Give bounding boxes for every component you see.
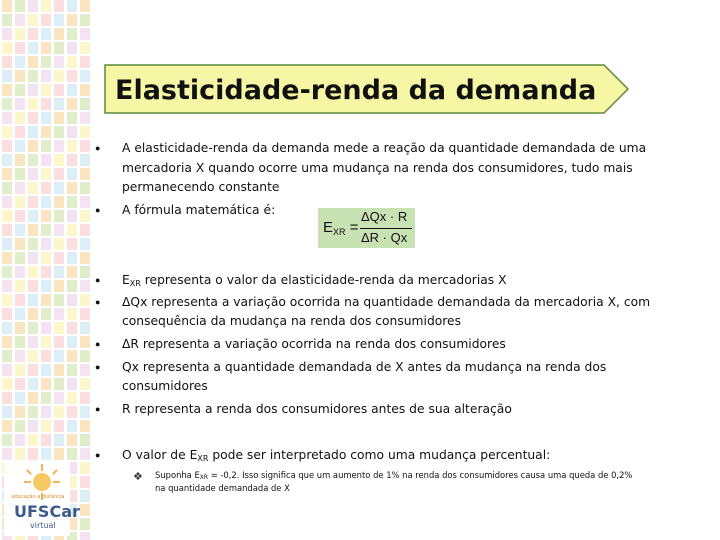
stripe-cell — [41, 196, 51, 208]
stripe-cell — [41, 112, 51, 124]
stripe-cell — [67, 238, 77, 250]
stripe-cell — [2, 56, 12, 68]
stripe-cell — [28, 112, 38, 124]
stripe-cell — [54, 252, 64, 264]
stripe-cell — [41, 70, 51, 82]
stripe-cell — [28, 56, 38, 68]
stripe-cell — [67, 224, 77, 236]
stripe-cell — [80, 42, 90, 54]
stripe-cell — [2, 238, 12, 250]
stripe-cell — [80, 112, 90, 124]
stripe-cell — [54, 112, 64, 124]
stripe-cell — [28, 168, 38, 180]
elasticity-formula — [318, 208, 415, 248]
stripe-cell — [67, 448, 77, 460]
stripe-cell — [80, 84, 90, 96]
stripe-cell — [67, 392, 77, 404]
stripe-cell — [80, 532, 90, 540]
stripe-cell — [28, 378, 38, 390]
stripe-cell — [80, 168, 90, 180]
stripe-cell — [54, 224, 64, 236]
bullet-definition-line-2: mercadoria X quando ocorre uma mudança na renda dos consumidores, tudo mais — [122, 161, 633, 175]
stripe-cell — [41, 392, 51, 404]
stripe-cell — [15, 140, 25, 152]
stripe-cell — [15, 406, 25, 418]
stripe-cell — [41, 0, 51, 12]
bullet-marker: ● — [95, 362, 101, 372]
stripe-cell — [41, 406, 51, 418]
stripe-cell — [15, 56, 25, 68]
bullet-marker: ● — [95, 143, 101, 153]
stripe-cell — [80, 350, 90, 362]
stripe-cell — [28, 140, 38, 152]
stripe-cell — [54, 378, 64, 390]
stripe-cell — [28, 294, 38, 306]
stripe-cell — [67, 434, 77, 446]
stripe-cell — [28, 252, 38, 264]
stripe-cell — [80, 210, 90, 222]
stripe-cell — [41, 14, 51, 26]
stripe-cell — [80, 280, 90, 292]
slide-title: Elasticidade-renda da demanda — [115, 75, 597, 106]
stripe-cell — [67, 196, 77, 208]
stripe-cell — [28, 210, 38, 222]
bullet-marker: ● — [95, 404, 101, 414]
stripe-cell — [2, 266, 12, 278]
stripe-cell — [67, 154, 77, 166]
stripe-cell — [2, 336, 12, 348]
stripe-cell — [54, 56, 64, 68]
stripe-cell — [54, 98, 64, 110]
formula-numerator: ΔQx · R — [361, 209, 408, 224]
stripe-cell — [80, 476, 90, 488]
stripe-cell — [15, 266, 25, 278]
stripe-cell — [67, 252, 77, 264]
stripe-cell — [41, 420, 51, 432]
stripe-cell — [2, 42, 12, 54]
stripe-cell — [2, 14, 12, 26]
stripe-cell — [54, 364, 64, 376]
stripe-cell — [67, 42, 77, 54]
stripe-cell — [41, 364, 51, 376]
stripe-cell — [2, 70, 12, 82]
stripe-cell — [54, 336, 64, 348]
stripe-cell — [15, 182, 25, 194]
bullet-marker: ● — [95, 205, 101, 215]
stripe-cell — [54, 266, 64, 278]
stripe-cell — [2, 308, 12, 320]
stripe-cell — [28, 196, 38, 208]
bullet-marker: ● — [95, 339, 101, 349]
stripe-cell — [15, 448, 25, 460]
bullet-marker: ● — [95, 275, 101, 285]
stripe-cell — [80, 434, 90, 446]
stripe-cell — [2, 0, 12, 12]
stripe-cell — [54, 0, 64, 12]
stripe-cell — [28, 364, 38, 376]
stripe-cell — [80, 182, 90, 194]
bullet-qx-line-2: consumidores — [122, 379, 208, 393]
stripe-cell — [41, 210, 51, 222]
stripe-cell — [67, 378, 77, 390]
stripe-cell — [41, 56, 51, 68]
bullet-marker: ● — [95, 450, 101, 460]
stripe-cell — [2, 294, 12, 306]
stripe-cell — [67, 112, 77, 124]
stripe-cell — [54, 140, 64, 152]
stripe-cell — [80, 266, 90, 278]
stripe-cell — [67, 420, 77, 432]
stripe-cell — [67, 308, 77, 320]
stripe-cell — [2, 434, 12, 446]
stripe-cell — [41, 42, 51, 54]
stripe-cell — [28, 434, 38, 446]
decorative-stripes — [0, 0, 101, 540]
stripe-cell — [15, 294, 25, 306]
stripe-cell — [54, 84, 64, 96]
stripe-cell — [41, 98, 51, 110]
stripe-cell — [67, 350, 77, 362]
stripe-cell — [2, 126, 12, 138]
stripe-cell — [28, 420, 38, 432]
stripe-cell — [67, 210, 77, 222]
stripe-cell — [28, 42, 38, 54]
stripe-cell — [54, 28, 64, 40]
stripe-cell — [15, 224, 25, 236]
stripe-cell — [2, 252, 12, 264]
stripe-cell — [15, 308, 25, 320]
stripe-cell — [15, 378, 25, 390]
stripe-cell — [54, 154, 64, 166]
stripe-cell — [80, 364, 90, 376]
stripe-cell — [54, 308, 64, 320]
stripe-cell — [54, 280, 64, 292]
stripe-cell — [28, 98, 38, 110]
example-line-2: na quantidade demandada de X — [155, 483, 290, 493]
stripe-cell — [80, 420, 90, 432]
stripe-cell — [80, 490, 90, 502]
stripe-cell — [2, 210, 12, 222]
stripe-cell — [67, 364, 77, 376]
stripe-cell — [15, 280, 25, 292]
formula-lhs: $E_{XR}$ = — [323, 219, 359, 237]
stripe-cell — [41, 168, 51, 180]
stripe-cell — [28, 154, 38, 166]
stripe-cell — [41, 84, 51, 96]
stripe-cell — [2, 420, 12, 432]
stripe-cell — [67, 0, 77, 12]
stripe-cell — [15, 350, 25, 362]
stripe-cell — [80, 392, 90, 404]
stripe-cell — [80, 308, 90, 320]
stripe-cell — [80, 56, 90, 68]
stripe-cell — [67, 56, 77, 68]
stripe-cell — [67, 14, 77, 26]
logo-wordmark: UFSCar — [14, 502, 80, 521]
stripe-cell — [15, 154, 25, 166]
bullet-dqx-line-1: ΔQx representa a variação ocorrida na quantidade demandada da mercadoria X, com — [122, 295, 651, 309]
stripe-cell — [15, 392, 25, 404]
stripe-cell — [2, 406, 12, 418]
stripe-cell — [54, 448, 64, 460]
stripe-cell — [28, 308, 38, 320]
stripe-cell — [54, 210, 64, 222]
stripe-cell — [80, 252, 90, 264]
stripe-cell — [54, 420, 64, 432]
stripe-cell — [28, 70, 38, 82]
stripe-cell — [15, 112, 25, 124]
stripe-cell — [54, 392, 64, 404]
stripe-cell — [2, 154, 12, 166]
stripe-cell — [2, 28, 12, 40]
stripe-cell — [28, 182, 38, 194]
bullet-marker: ● — [95, 297, 101, 307]
stripe-cell — [15, 42, 25, 54]
stripe-cell — [80, 448, 90, 460]
stripe-cell — [28, 238, 38, 250]
logo-tagline: educação a distância — [11, 494, 65, 500]
stripe-cell — [2, 182, 12, 194]
stripe-cell — [2, 350, 12, 362]
stripe-cell — [28, 0, 38, 12]
stripe-cell — [80, 294, 90, 306]
stripe-cell — [2, 280, 12, 292]
stripe-cell — [41, 266, 51, 278]
stripe-cell — [41, 140, 51, 152]
stripe-cell — [2, 168, 12, 180]
bullet-formula-intro: A fórmula matemática é: — [122, 203, 276, 217]
stripe-cell — [41, 28, 51, 40]
stripe-cell — [15, 98, 25, 110]
stripe-cell — [15, 322, 25, 334]
stripe-cell — [80, 224, 90, 236]
formula-denominator: ΔR · Qx — [361, 230, 408, 245]
stripe-cell — [67, 28, 77, 40]
stripe-cell — [54, 14, 64, 26]
bullet-qx-line-1: Qx representa a quantidade demandada de X antes da mudança na renda dos — [122, 360, 607, 374]
stripe-cell — [15, 238, 25, 250]
stripe-cell — [2, 322, 12, 334]
bullet-definition-line-1: A elasticidade-renda da demanda mede a reação da quantidade demandada de uma — [122, 141, 647, 155]
stripe-cell — [54, 406, 64, 418]
stripe-cell — [15, 70, 25, 82]
stripe-cell — [28, 224, 38, 236]
stripe-cell — [80, 518, 90, 530]
stripe-cell — [2, 98, 12, 110]
stripe-cell — [15, 0, 25, 12]
stripe-cell — [80, 154, 90, 166]
stripe-cell — [54, 294, 64, 306]
stripe-cell — [54, 350, 64, 362]
stripe-cell — [41, 294, 51, 306]
stripe-cell — [67, 182, 77, 194]
bullet-exr-definition: $E_{XR}$ representa o valor da elasticidade-renda da mercadorias X — [122, 273, 507, 288]
stripe-cell — [2, 378, 12, 390]
stripe-cell — [67, 280, 77, 292]
bullet-definition-line-3: permanecendo constante — [122, 180, 280, 194]
stripe-cell — [15, 364, 25, 376]
stripe-cell — [80, 406, 90, 418]
stripe-cell — [28, 28, 38, 40]
stripe-cell — [67, 336, 77, 348]
stripe-cell — [54, 322, 64, 334]
stripe-cell — [41, 154, 51, 166]
stripe-cell — [28, 448, 38, 460]
stripe-cell — [41, 448, 51, 460]
stripe-cell — [28, 280, 38, 292]
stripe-cell — [15, 28, 25, 40]
stripe-cell — [28, 350, 38, 362]
stripe-cell — [41, 434, 51, 446]
stripe-cell — [80, 14, 90, 26]
stripe-cell — [54, 196, 64, 208]
stripe-cell — [28, 336, 38, 348]
stripe-cell — [54, 42, 64, 54]
stripe-cell — [67, 140, 77, 152]
stripe-cell — [15, 14, 25, 26]
stripe-cell — [28, 126, 38, 138]
stripe-cell — [80, 70, 90, 82]
example-line-1: Suponha $E_{XR} = -0,2$. Isso significa que um aumento de 1% na renda dos consumidores causa uma queda de 0,2% — [155, 470, 633, 481]
stripe-cell — [2, 364, 12, 376]
stripe-cell — [15, 420, 25, 432]
stripe-cell — [41, 322, 51, 334]
stripe-cell — [80, 378, 90, 390]
stripe-cell — [28, 392, 38, 404]
stripe-cell — [54, 70, 64, 82]
bullet-percent-interpretation: O valor de $E_{XR}$ pode ser interpretado como uma mudança percentual: — [122, 448, 551, 463]
stripe-cell — [67, 84, 77, 96]
stripe-cell — [2, 392, 12, 404]
stripe-cell — [54, 434, 64, 446]
stripe-cell — [15, 84, 25, 96]
bullet-dr-definition: ΔR representa a variação ocorrida na renda dos consumidores — [122, 337, 506, 351]
stripe-cell — [28, 84, 38, 96]
stripe-cell — [80, 238, 90, 250]
stripe-cell — [80, 462, 90, 474]
stripe-cell — [41, 182, 51, 194]
stripe-cell — [67, 294, 77, 306]
stripe-cell — [67, 98, 77, 110]
stripe-cell — [15, 252, 25, 264]
stripe-cell — [15, 126, 25, 138]
stripe-cell — [2, 224, 12, 236]
stripe-cell — [80, 336, 90, 348]
stripe-cell — [54, 182, 64, 194]
stripe-cell — [15, 210, 25, 222]
stripe-cell — [80, 98, 90, 110]
stripe-cell — [80, 196, 90, 208]
stripe-cell — [67, 406, 77, 418]
stripe-cell — [67, 168, 77, 180]
stripe-cell — [28, 14, 38, 26]
stripe-cell — [15, 196, 25, 208]
diamond-bullet-icon: ❖ — [133, 471, 143, 483]
stripe-cell — [41, 378, 51, 390]
stripe-cell — [28, 322, 38, 334]
bullet-r-definition: R representa a renda dos consumidores antes de sua alteração — [122, 402, 512, 416]
stripe-cell — [15, 434, 25, 446]
stripe-cell — [67, 70, 77, 82]
logo-subtitle: virtual — [30, 521, 56, 530]
stripe-cell — [80, 126, 90, 138]
stripe-cell — [41, 280, 51, 292]
stripe-cell — [54, 168, 64, 180]
stripe-cell — [80, 504, 90, 516]
stripe-cell — [80, 28, 90, 40]
stripe-cell — [80, 0, 90, 12]
stripe-cell — [2, 448, 12, 460]
stripe-cell — [2, 112, 12, 124]
stripe-cell — [67, 126, 77, 138]
stripe-cell — [67, 322, 77, 334]
stripe-cell — [41, 350, 51, 362]
stripe-cell — [41, 252, 51, 264]
stripe-cell — [80, 322, 90, 334]
stripe-cell — [41, 308, 51, 320]
stripe-cell — [41, 238, 51, 250]
stripe-cell — [41, 224, 51, 236]
stripe-cell — [41, 126, 51, 138]
stripe-cell — [15, 336, 25, 348]
stripe-cell — [80, 140, 90, 152]
stripe-cell — [2, 140, 12, 152]
stripe-cell — [54, 126, 64, 138]
stripe-cell — [41, 336, 51, 348]
fraction-bar — [360, 228, 412, 229]
stripe-cell — [28, 266, 38, 278]
stripe-cell — [15, 168, 25, 180]
bullet-dqx-line-2: consequência da mudança na renda dos consumidores — [122, 314, 462, 328]
stripe-cell — [2, 84, 12, 96]
stripe-cell — [54, 238, 64, 250]
stripe-cell — [2, 196, 12, 208]
stripe-cell — [28, 406, 38, 418]
stripe-cell — [67, 266, 77, 278]
